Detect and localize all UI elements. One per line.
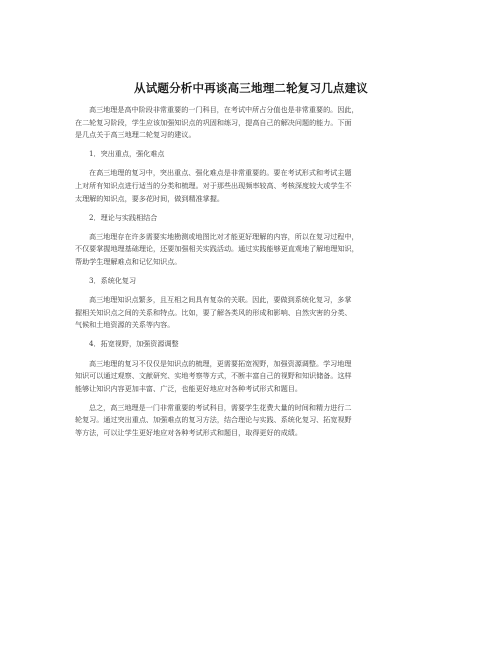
- text-line: 气候和土地资源的关系等内容。: [75, 320, 175, 330]
- text-line: 高三地理存在许多需要实地勘测或地图比对才能更好理解的内容，所以在复习过程中，: [89, 231, 359, 241]
- text-line: 在高三地理的复习中，突出重点、强化难点是非常重要的。要在考试形式和考试主题: [89, 168, 352, 178]
- document-body: [75, 104, 430, 440]
- section-heading-4: 4．拓宽视野，加强资源调整: [89, 339, 179, 349]
- text-line: 总之，高三地理是一门非常重要的考试科目，需要学生花费大量的时间和精力进行二: [89, 402, 352, 412]
- text-line: 不仅要掌握地理基础理论，还要加强相关实践活动。通过实践能够更直观地了解地理知识，: [75, 244, 359, 254]
- intro-paragraph: [75, 104, 430, 142]
- text-line: 知识可以通过观察、文献研究、实地考察等方式，不断丰富自己的视野和知识储备。这样: [75, 371, 352, 381]
- section-heading-2: 2．理论与实践相结合: [89, 212, 158, 222]
- section-paragraph-3: [75, 294, 430, 332]
- text-line: 等方法，可以让学生更好地应对各种考试形式和题目，取得更好的成绩。: [75, 427, 302, 437]
- section-paragraph-1: [75, 167, 430, 205]
- text-line: 高三地理的复习不仅仅是知识点的梳理，更需要拓宽视野，加强资源调整。学习地理: [89, 358, 352, 368]
- section-heading-3: 3．系统化复习: [89, 276, 137, 286]
- text-line: 帮助学生理解难点和记忆知识点。: [75, 256, 182, 266]
- text-line: 太理解的知识点，要多花时间，做到精准掌握。: [75, 193, 224, 203]
- text-line: 轮复习。通过突出重点、加强难点的复习方法，结合理论与实践、系统化复习、拓宽视野: [75, 415, 352, 425]
- section-heading-1: 1．突出重点，强化难点: [89, 149, 165, 159]
- text-line: 是几点关于高三地理二轮复习的建议。: [75, 130, 196, 140]
- text-line: 在二轮复习阶段，学生应该加强知识点的巩固和练习，提高自己的解决问题的能力。下面: [75, 117, 352, 127]
- text-line: 高三地理是高中阶段非常重要的一门科目，在考试中所占分值也是非常重要的。因此，: [89, 105, 359, 114]
- text-line: 握相关知识点之间的关系和特点。比如，要了解各类风的形成和影响、自然灾害的分类、: [75, 307, 352, 317]
- text-line: 能够让知识内容更加丰富、广泛，也能更好地应对各种考试形式和题目。: [75, 383, 302, 393]
- section-paragraph-2: [75, 231, 430, 269]
- section-paragraph-4: [75, 358, 430, 396]
- text-line: 上对所有知识点进行适当的分类和梳理。对于那些出现频率较高、考核深度较大或学生不: [75, 180, 352, 190]
- conclusion-paragraph: [75, 402, 430, 440]
- text-line: 高三地理知识点繁多，且互相之间具有复杂的关联。因此，要做到系统化复习，多掌: [89, 295, 352, 305]
- document-title: 从试题分析中再谈高三地理二轮复习几点建议: [134, 81, 368, 95]
